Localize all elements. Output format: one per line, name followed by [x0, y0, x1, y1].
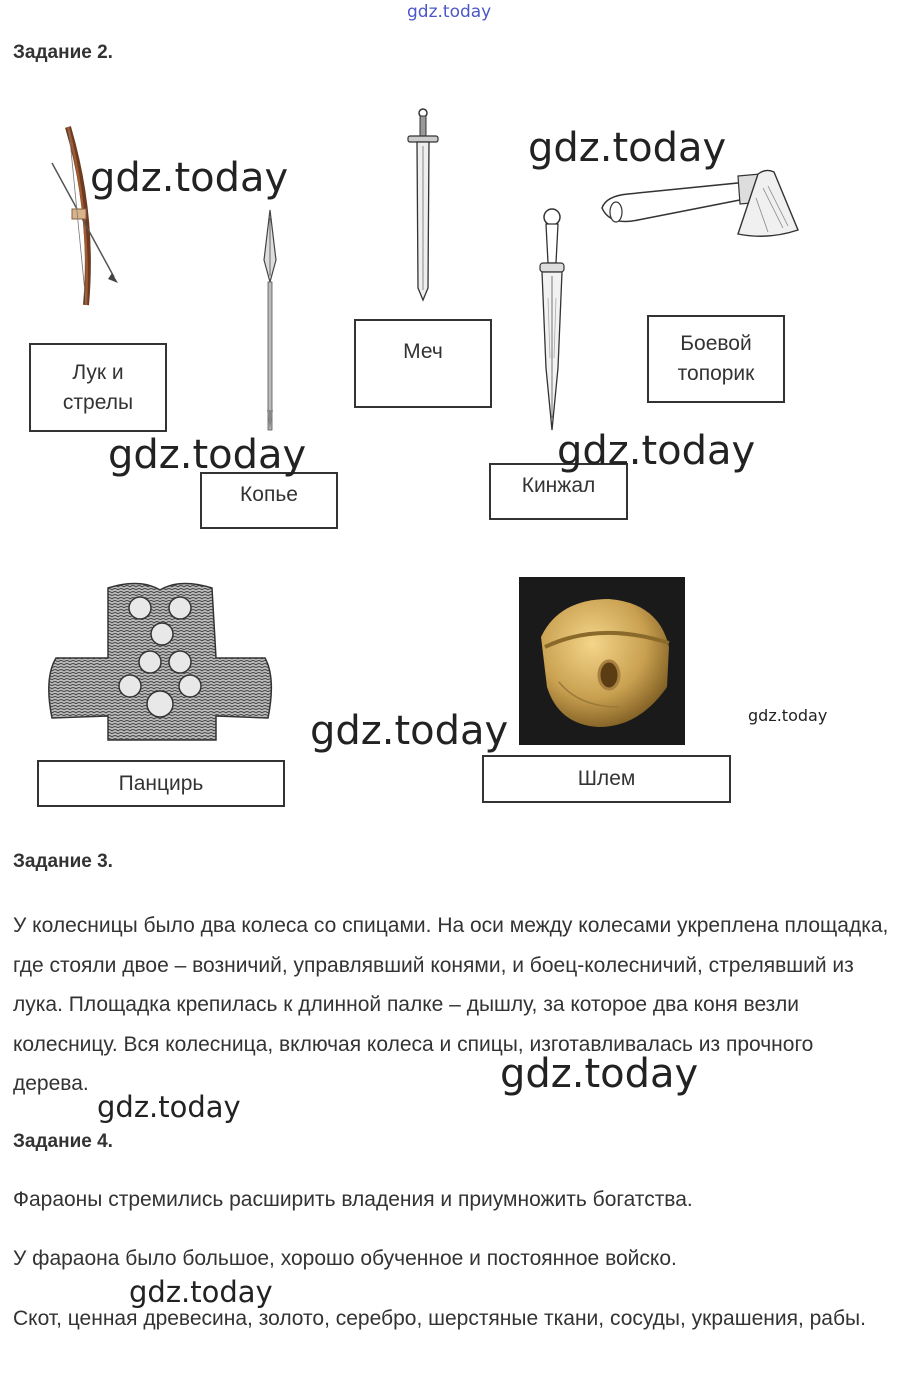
label-text: Копье	[240, 483, 298, 506]
watermark: gdz.today	[129, 1275, 273, 1309]
label-text: Лук и стрелы	[62, 360, 134, 414]
watermark: gdz.today	[90, 155, 289, 201]
watermark: gdz.today	[108, 432, 307, 478]
task4-paragraph: Фараоны стремились расширить владения и приумножить богатства.	[13, 1188, 693, 1211]
label-text: Кинжал	[521, 474, 596, 497]
label-text: Боевой топорик	[677, 332, 755, 385]
label-spear	[200, 472, 338, 529]
helmet-icon	[519, 577, 685, 745]
task3-heading: Задание 3.	[13, 851, 113, 872]
watermark: gdz.today	[528, 125, 727, 171]
task3-text: У колесницы было два колеса со спицами. На оси между колесами укреплена площадка, где стояли двое – возничий, управлявший конями, и боец-колесничий, стрелявший из лука. Площадка крепилась к длинной палке – дышлу, за которое два коня везли колесницу. Вся колесница, включая колеса и спицы, изготавливалась из прочного дерева.	[13, 914, 889, 1095]
watermark: gdz.today	[310, 708, 509, 754]
watermark: gdz.today	[97, 1090, 241, 1124]
sword-icon	[405, 108, 441, 303]
task2-heading: Задание 2.	[13, 42, 113, 63]
label-text: Меч	[403, 340, 443, 363]
label-text: Панцирь	[118, 771, 204, 795]
label-helmet	[482, 755, 731, 803]
dagger-icon	[530, 208, 574, 433]
watermark: gdz.today	[557, 428, 756, 474]
battle-axe-icon	[598, 168, 803, 240]
task4-paragraph: Скот, ценная древесина, золото, серебро, шерстяные ткани, сосуды, украшения, рабы.	[13, 1307, 866, 1330]
watermark-top: gdz.today	[407, 2, 492, 22]
label-text: Шлем	[577, 767, 636, 790]
armor-icon	[40, 578, 282, 743]
label-sword	[354, 319, 492, 408]
watermark: gdz.today	[748, 706, 828, 725]
label-bow-and-arrows	[29, 343, 167, 432]
label-battle-axe	[647, 315, 785, 403]
bow-and-arrow-icon	[50, 125, 120, 310]
task4-heading: Задание 4.	[13, 1131, 113, 1152]
task4-paragraph: У фараона было большое, хорошо обученное и постоянное войско.	[13, 1247, 677, 1270]
spear-icon	[258, 210, 282, 432]
label-armor	[37, 760, 285, 807]
watermark: gdz.today	[500, 1051, 699, 1097]
